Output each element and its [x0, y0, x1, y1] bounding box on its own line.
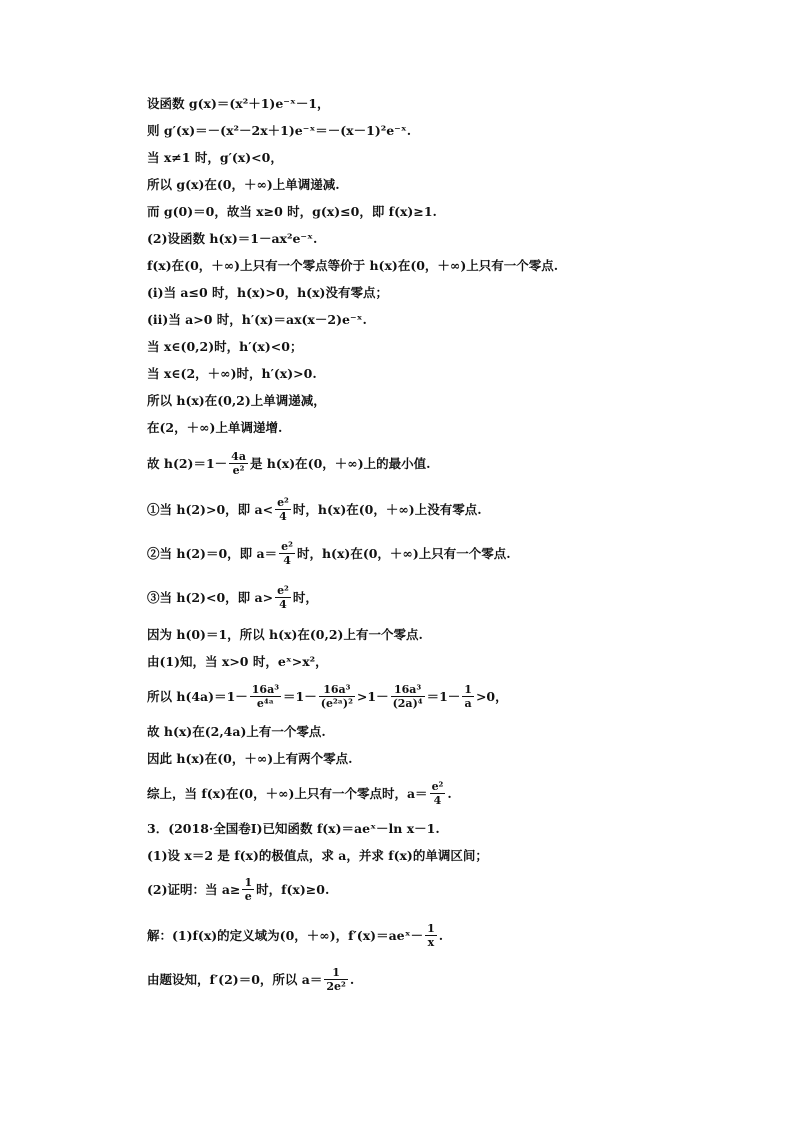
line-10: 当 x∈(0,2)时，h′(x)<0；	[147, 339, 303, 354]
fraction: $\frac{\text{16a³}}{\text{(e²ᵃ)²}}$	[320, 683, 353, 710]
fraction: $\frac{1}{\text{2e²}}$	[326, 966, 346, 993]
fraction: $\frac{\text{e²}}{4}$	[281, 540, 293, 567]
line-4: 所以 g(x)在(0，＋∞)上单调递减.	[147, 177, 340, 192]
line-6: (2)设函数 h(x)＝1－ax²e⁻ˣ.	[147, 231, 318, 246]
line-28: 由题设知，f′(2)＝0，所以 a＝ $\frac{1}{\text{2e²}}$ .	[147, 966, 355, 993]
line-24-problem-3: 3．(2018·全国卷Ⅰ)已知函数 f(x)＝aeˣ－ln x－1.	[147, 821, 440, 836]
line-5: 而 g(0)＝0，故当 x≥0 时，g(x)≤0，即 f(x)≥1.	[147, 204, 437, 219]
fraction: $\frac{1}{e}$	[244, 876, 253, 903]
fraction: $\frac{\text{e²}}{4}$	[277, 584, 289, 611]
line-2: 则 g′(x)＝－(x²－2x＋1)e⁻ˣ＝－(x－1)²e⁻ˣ.	[147, 123, 412, 138]
line-1: 设函数 g(x)＝(x²＋1)e⁻ˣ－1，	[147, 96, 330, 111]
line-26: (2)证明：当 a≥ $\frac{1}{e}$ 时，f(x)≥0.	[147, 876, 330, 903]
line-17: ③当 h(2)<0，即 a> $\frac{\text{e²}}{4}$ 时，	[147, 584, 318, 611]
line-8: (ⅰ)当 a≤0 时，h(x)>0，h(x)没有零点；	[147, 285, 388, 300]
fraction: $\frac{1}{a}$	[464, 683, 472, 710]
line-20: 所以 h(4a)＝1－ $\frac{\text{16a³}}{\text{e⁴ᵃ}}$ ＝1－ $\frac{\text{16a³}}{\text{(e²ᵃ)²}}$ >1－ $\frac{\text{16a³}}{\text{(2a)⁴}}$ ＝1－ $\frac{1}{a}$ >0，	[147, 683, 508, 710]
line-21: 故 h(x)在(2,4a)上有一个零点.	[147, 724, 326, 739]
line-11: 当 x∈(2，＋∞)时，h′(x)>0.	[147, 366, 317, 381]
line-13: 在(2，＋∞)上单调递增.	[147, 420, 283, 435]
fraction: $\frac{\text{16a³}}{\text{e⁴ᵃ}}$	[251, 683, 280, 710]
fraction: $\frac{1}{x}$	[427, 922, 435, 949]
line-15: ①当 h(2)>0，即 a< $\frac{\text{e²}}{4}$ 时，h(x)在(0，＋∞)上没有零点.	[147, 496, 482, 523]
line-12: 所以 h(x)在(0,2)上单调递减，	[147, 393, 326, 408]
line-19: 由(1)知，当 x>0 时，eˣ>x²，	[147, 654, 328, 669]
fraction: $\frac{\text{e²}}{4}$	[431, 780, 444, 807]
line-25: (1)设 x＝2 是 f(x)的极值点，求 a，并求 f(x)的单调区间；	[147, 848, 488, 863]
line-16: ②当 h(2)＝0，即 a＝ $\frac{\text{e²}}{4}$ 时，h(x)在(0，＋∞)上只有一个零点.	[147, 540, 511, 567]
fraction: $\frac{\text{16a³}}{\text{(2a)⁴}}$	[392, 683, 423, 710]
line-9: (ⅱ)当 a>0 时，h′(x)＝ax(x－2)e⁻ˣ.	[147, 312, 367, 327]
line-18: 因为 h(0)＝1，所以 h(x)在(0,2)上有一个零点.	[147, 627, 423, 642]
line-23: 综上，当 f(x)在(0，＋∞)上只有一个零点时，a＝ $\frac{\text{e²}}{4}$ .	[147, 780, 452, 807]
fraction: $\frac{\text{e²}}{4}$	[277, 496, 289, 523]
line-14: 故 h(2)＝1－ $\frac{4a}{\text{e²}}$ 是 h(x)在(0，＋∞)上的最小值.	[147, 450, 431, 477]
line-27: 解：(1)f(x)的定义域为(0，＋∞)，f′(x)＝aeˣ－ $\frac{1}{x}$ .	[147, 922, 444, 949]
line-7: f(x)在(0，＋∞)上只有一个零点等价于 h(x)在(0，＋∞)上只有一个零点.	[147, 258, 559, 273]
line-22: 因此 h(x)在(0，＋∞)上有两个零点.	[147, 751, 353, 766]
fraction: $\frac{4a}{\text{e²}}$	[231, 450, 246, 477]
line-3: 当 x≠1 时，g′(x)<0，	[147, 150, 283, 165]
